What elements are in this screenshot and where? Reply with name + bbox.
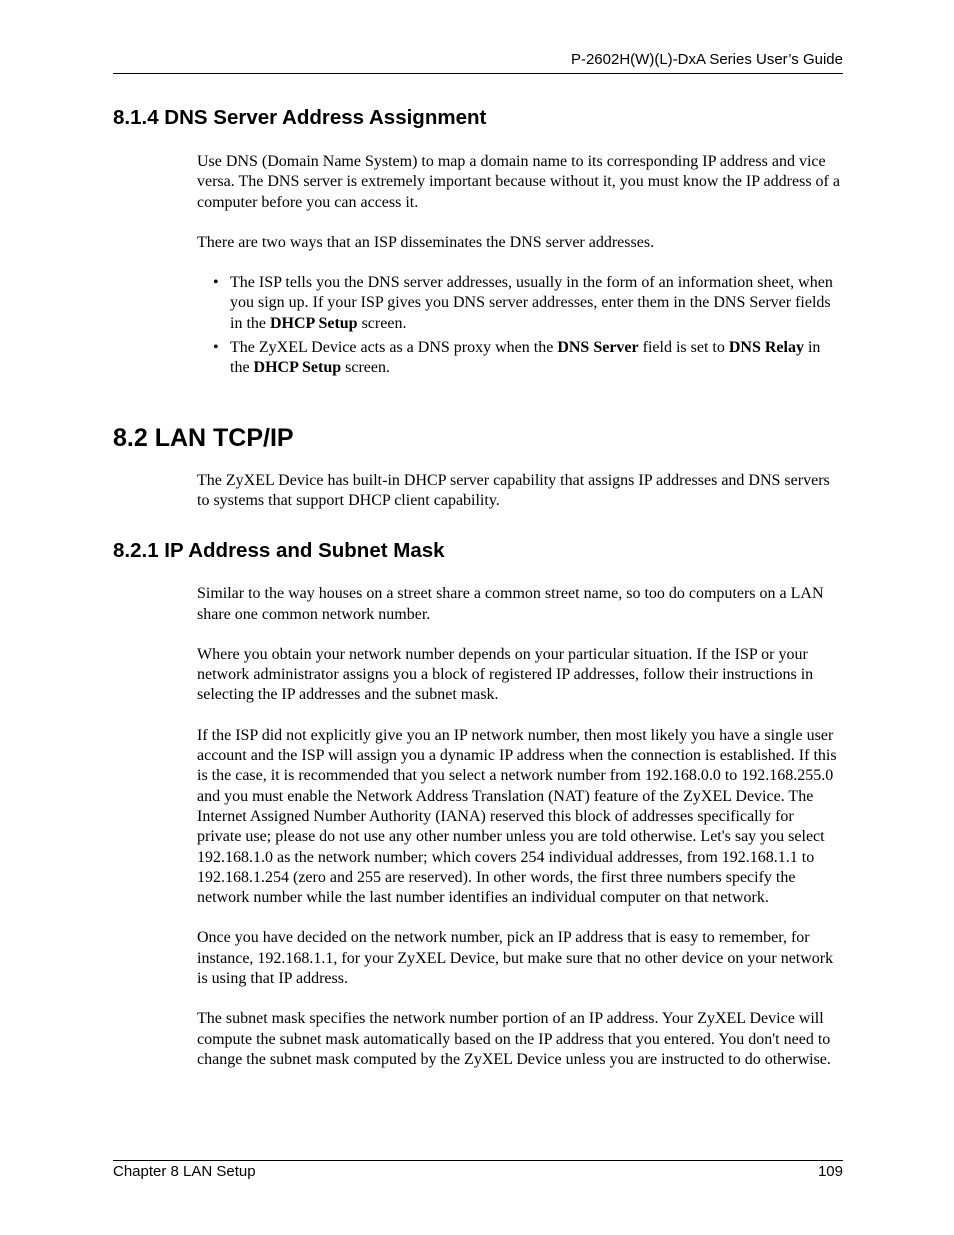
bullet-text: field is set to bbox=[638, 339, 729, 357]
ip-section-body bbox=[197, 584, 842, 1070]
dns-bullet-list bbox=[197, 273, 842, 378]
page-content bbox=[113, 104, 843, 1070]
bullet-mark: • bbox=[213, 339, 219, 357]
bold-term: DHCP Setup bbox=[270, 314, 358, 332]
bold-term: DHCP Setup bbox=[253, 359, 342, 377]
bold-term: DNS Relay bbox=[728, 339, 804, 357]
section-heading-ip-address-and-subnet-mask: 8.2.1 IP Address and Subnet Mask bbox=[113, 539, 445, 563]
section-heading-lan-tcp-ip: 8.2 LAN TCP/IP bbox=[113, 423, 294, 452]
bullet-text: in the bbox=[230, 339, 821, 377]
lan-paragraph-1: The ZyXEL Device has built-in DHCP server capability that assigns IP addresses and DNS servers to systems that support DHCP client capability. bbox=[197, 471, 830, 509]
ip-paragraph-2: Where you obtain your network number depends on your particular situation. If the ISP or your network administrator assigns you a block of registered IP addresses, follow their instructions in selecting the IP addresses and the subnet mask. bbox=[197, 645, 814, 704]
section-heading-dns-server-address-assignment: 8.1.4 DNS Server Address Assignment bbox=[113, 106, 487, 129]
ip-paragraph-4: Once you have decided on the network number, pick an IP address that is easy to remember, for instance, 192.168.1.1, for your ZyXEL Device, but make sure that no other device on your network is using that IP address. bbox=[197, 929, 834, 988]
dns-bullet-item-2 bbox=[197, 338, 842, 379]
dns-bullet-item-1 bbox=[197, 273, 842, 334]
dns-paragraph-2: There are two ways that an ISP disseminates the DNS server addresses. bbox=[197, 233, 655, 251]
bullet-text: screen. bbox=[357, 314, 407, 332]
dns-paragraph-1: Use DNS (Domain Name System) to map a domain name to its corresponding IP address and vice versa. The DNS server is extremely important because without it, you must know the IP address of a computer before you can access it. bbox=[197, 153, 840, 211]
bold-term: DNS Server bbox=[557, 339, 639, 357]
ip-paragraph-1: Similar to the way houses on a street share a common street name, so too do computers on a LAN share one common network number. bbox=[197, 585, 824, 623]
lan-section-body bbox=[197, 471, 842, 512]
ip-paragraph-5: The subnet mask specifies the network number portion of an IP address. Your ZyXEL Device will compute the subnet mask automatically based on the IP address that you entered. You don't need to change the subnet mask computed by the ZyXEL Device unless you are instructed to do otherwise. bbox=[197, 1010, 831, 1068]
footer-page-number: 109 bbox=[817, 1163, 843, 1180]
dns-section-body bbox=[197, 152, 842, 379]
bullet-text: screen. bbox=[341, 359, 390, 377]
ip-paragraph-3: If the ISP did not explicitly give you an IP network number, then most likely you have a single user account and the ISP will assign you a dynamic IP address when the connection is established. If this is the case, it is recommended that you select a network number from 192.168.0.0 to 192.168.255.0 and you must enable the Network Address Translation (NAT) feature of the ZyXEL Device. The Internet Assigned Number Authority (IANA) reserved this block of addresses specifically for private use; please do not use any other number unless you are told otherwise. Let's say you select 192.168.1.0 as the network number; which covers 254 individual addresses, from 192.168.1.1 to 192.168.1.254 (zero and 255 are reserved). In other words, the first three numbers specify the network number while the last number identifies an individual computer on that network. bbox=[197, 726, 837, 907]
bullet-mark: • bbox=[213, 274, 219, 292]
running-header: P-2602H(W)(L)-DxA Series User’s Guide bbox=[113, 50, 843, 74]
footer-chapter-title: Chapter 8 LAN Setup bbox=[113, 1163, 256, 1180]
running-footer bbox=[113, 1160, 843, 1182]
bullet-text: The ISP tells you the DNS server addresses, usually in the form of an information sheet, when you sign up. If your ISP gives you DNS server addresses, enter them in the DNS Server fields in the bbox=[230, 274, 833, 332]
bullet-text: The ZyXEL Device acts as a DNS proxy when the bbox=[230, 339, 558, 357]
